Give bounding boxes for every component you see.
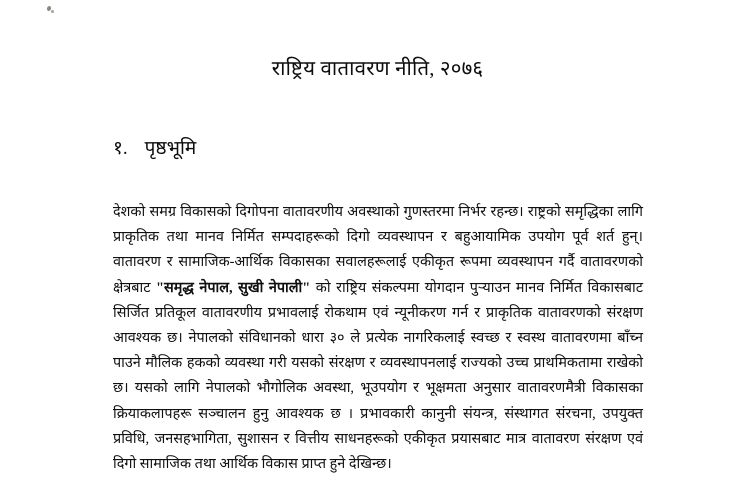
body-text-part-2: को राष्ट्रिय संकल्पमा योगदान पुऱ्याउन मानव निर्मित विकासबाट सिर्जित प्रतिकूल वातावरणीय प्रभावलाई रोकथाम एवं न्यूनीकरण गर्न र प्राकृतिक वातावरणको संरक्षण आवश्यक छ। नेपालको संविधानको धारा ३० ले प्रत्येक नागरिकलाई स्वच्छ र स्वस्थ वातावरणमा बाँच्न पाउने मौलिक हकको व्यवस्था गरी यसको संरक्षण र व्यवस्थापनलाई राज्यको उच्च प्राथमिकतामा राखेको छ। यसको लागि नेपालको भौगोलिक अवस्था, भूउपयोग र भूक्षमता अनुसार वातावरणमैत्री विकासका क्रियाकलापहरू सञ्चालन हुनु आवश्यक छ । प्रभावकारी कानुनी संयन्त्र, संस्थागत संरचना, उपयुक्त प्रविधि, जनसहभागिता, सुशासन र वित्तीय साधनहरूको एकीकृत प्रयासबाट मात्र वातावरण संरक्षण एवं दिगो सामाजिक तथा आर्थिक विकास प्राप्त हुने देखिन्छ। (113, 279, 643, 473)
section-title: पृष्ठभूमि (144, 138, 197, 159)
section-number: १. (113, 138, 128, 159)
body-quoted-phrase: "समृद्ध नेपाल, सुखी नेपाली" (156, 279, 311, 296)
document-title: राष्ट्रिय वातावरण नीति, २०७६ (271, 58, 484, 80)
body-paragraph (113, 200, 643, 477)
body-text-block (113, 200, 643, 477)
body-text-part-1: देशको समग्र विकासको दिगोपना वातावरणीय अवस्थाको गुणस्तरमा निर्भर रहन्छ। राष्ट्रको समृद्धिका लागि प्राकृतिक तथा मानव निर्मित सम्पदाहरूको दिगो व्यवस्थापन र बहुआयामिक उपयोग पूर्व शर्त हुन्। वातावरण र सामाजिक-आर्थिक विकासका सवालहरूलाई एकीकृत रूपमा व्यवस्थापन गर्दै वातावरणको क्षेत्रबाट (113, 204, 643, 296)
scan-speck-icon (51, 10, 54, 13)
section-heading (113, 134, 196, 160)
